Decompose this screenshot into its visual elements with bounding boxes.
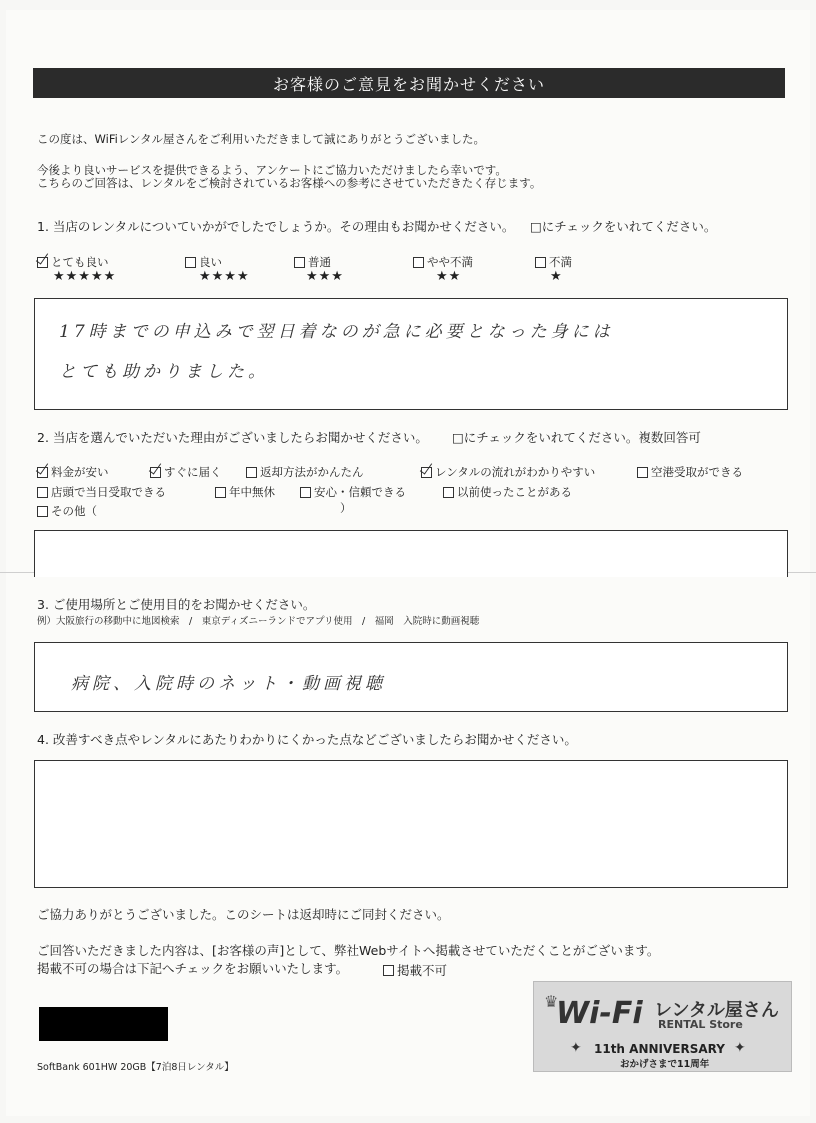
- option-label: 安心・信頼できる: [314, 485, 406, 499]
- option-label: 年中無休: [229, 485, 275, 499]
- option-label: レンタルの流れがわかりやすい: [435, 465, 596, 479]
- sparkle-icon: ✦: [734, 1040, 746, 1056]
- option-label: 不満: [549, 255, 572, 269]
- checkbox[interactable]: [637, 467, 648, 478]
- q1-answer-box[interactable]: [34, 298, 788, 410]
- sparkle-icon: ✦: [570, 1040, 582, 1056]
- intro-line-2: 今後より良いサービスを提供できるよう、アンケートにご協力いただけましたら幸いです。: [37, 163, 507, 177]
- q3-example: 例）大阪旅行の移動中に地図検索 / 東京ディズニーランドでアプリ使用 / 福岡 入院時に動画視聴: [37, 616, 480, 627]
- q2-other-close: ）: [340, 501, 352, 515]
- checkbox[interactable]: [37, 487, 48, 498]
- q2-option-fast-delivery[interactable]: [150, 464, 222, 480]
- checkbox[interactable]: [37, 257, 48, 268]
- page-title: お客様のご意見をお聞かせください: [33, 68, 785, 98]
- footer-publish-2: 掲載不可の場合は下記へチェックをお願いいたします。: [37, 961, 349, 976]
- checkbox[interactable]: [246, 467, 257, 478]
- q4-answer-box[interactable]: [34, 760, 788, 888]
- option-label: 良い: [199, 255, 222, 269]
- stars-3: ★★★: [306, 269, 344, 284]
- q2-option-airport-pickup[interactable]: [637, 464, 743, 480]
- crown-icon: ♛: [544, 992, 559, 1011]
- option-label: 店頭で当日受取できる: [51, 485, 166, 499]
- q1-option-normal[interactable]: [294, 254, 331, 270]
- q1-option-good[interactable]: [185, 254, 222, 270]
- option-label: その他（: [51, 504, 97, 518]
- checkbox[interactable]: [535, 257, 546, 268]
- option-label: やや不満: [427, 255, 473, 269]
- option-label: とても良い: [51, 255, 109, 269]
- q1-answer-line-1: 17時までの申込みで翌日着なのが急に必要となった身には: [59, 322, 614, 342]
- footer-thanks: ご協力ありがとうございました。このシートは返却時にご同封ください。: [37, 907, 450, 922]
- logo-thanks: おかげさまで11周年: [620, 1059, 710, 1070]
- redacted-block: [39, 1007, 168, 1041]
- q2-option-easy-return[interactable]: [246, 464, 364, 480]
- option-label: 料金が安い: [51, 465, 109, 479]
- q4-question: 4. 改善すべき点やレンタルにあたりわかりにくかった点などございましたらお聞かせください。: [37, 732, 577, 747]
- q1-answer-line-2: とても助かりました。: [59, 362, 269, 382]
- q2-question: 2. 当店を選んでいただいた理由がございましたらお聞かせください。: [37, 430, 428, 445]
- logo-rental-en: RENTAL Store: [658, 1018, 743, 1031]
- q2-option-reliable[interactable]: [300, 484, 406, 500]
- no-publish-option[interactable]: [383, 961, 447, 979]
- store-logo: [533, 981, 792, 1072]
- footer-publish-1: ご回答いただきました内容は、[お客様の声]として、弊社Webサイトへ掲載させていただくことがございます。: [37, 943, 660, 958]
- q1-option-very-good[interactable]: [37, 254, 109, 270]
- q2-option-store-pickup[interactable]: [37, 484, 166, 500]
- option-label: 掲載不可: [397, 963, 448, 978]
- q1-option-somewhat-dissatisfied[interactable]: [413, 254, 473, 270]
- q3-answer-box[interactable]: [34, 642, 788, 712]
- checkbox[interactable]: [383, 965, 394, 976]
- q2-option-easy-flow[interactable]: [421, 464, 595, 480]
- q2-answer-box[interactable]: [34, 530, 788, 577]
- option-label: 普通: [308, 255, 331, 269]
- q2-option-open-all-year[interactable]: [215, 484, 275, 500]
- q3-question: 3. ご使用場所とご使用目的をお聞かせください。: [37, 597, 316, 612]
- checkbox[interactable]: [421, 467, 432, 478]
- checkbox[interactable]: [150, 467, 161, 478]
- q2-option-used-before[interactable]: [443, 484, 572, 500]
- stars-1: ★: [550, 269, 563, 284]
- q2-instruction: □にチェックをいれてください。複数回答可: [452, 430, 701, 445]
- q2-option-cheap[interactable]: [37, 464, 109, 480]
- logo-wifi: Wi-Fi: [556, 996, 643, 1031]
- checkbox[interactable]: [215, 487, 226, 498]
- option-label: 返却方法がかんたん: [260, 465, 364, 479]
- stars-4: ★★★★: [199, 269, 250, 284]
- logo-anniversary: 11th ANNIVERSARY: [594, 1042, 725, 1056]
- checkbox[interactable]: [37, 467, 48, 478]
- checkbox[interactable]: [185, 257, 196, 268]
- stars-5: ★★★★★: [53, 269, 117, 284]
- q1-instruction: □にチェックをいれてください。: [530, 219, 717, 234]
- q2-option-other[interactable]: [37, 503, 97, 519]
- checkbox[interactable]: [413, 257, 424, 268]
- option-label: 以前使ったことがある: [457, 485, 572, 499]
- option-label: すぐに届く: [164, 465, 222, 479]
- intro-line-3: こちらのご回答は、レンタルをご検討されているお客様への参考にさせていただきたく存じます。: [37, 176, 542, 190]
- checkbox[interactable]: [37, 506, 48, 517]
- q1-option-dissatisfied[interactable]: [535, 254, 572, 270]
- checkbox[interactable]: [300, 487, 311, 498]
- intro-line-1: この度は、WiFiレンタル屋さんをご利用いただきまして誠にありがとうございました。: [37, 132, 486, 146]
- logo-rental: レンタル屋さん: [654, 1000, 779, 1021]
- stars-2: ★★: [436, 269, 462, 284]
- q1-question: 1. 当店のレンタルについていかがでしたでしょうか。その理由もお聞かせください。: [37, 219, 515, 234]
- checkbox[interactable]: [294, 257, 305, 268]
- option-label: 空港受取ができる: [651, 465, 743, 479]
- device-info: SoftBank 601HW 20GB【7泊8日レンタル】: [37, 1062, 234, 1073]
- q3-answer: 病院、入院時のネット・動画視聴: [71, 674, 386, 694]
- checkbox[interactable]: [443, 487, 454, 498]
